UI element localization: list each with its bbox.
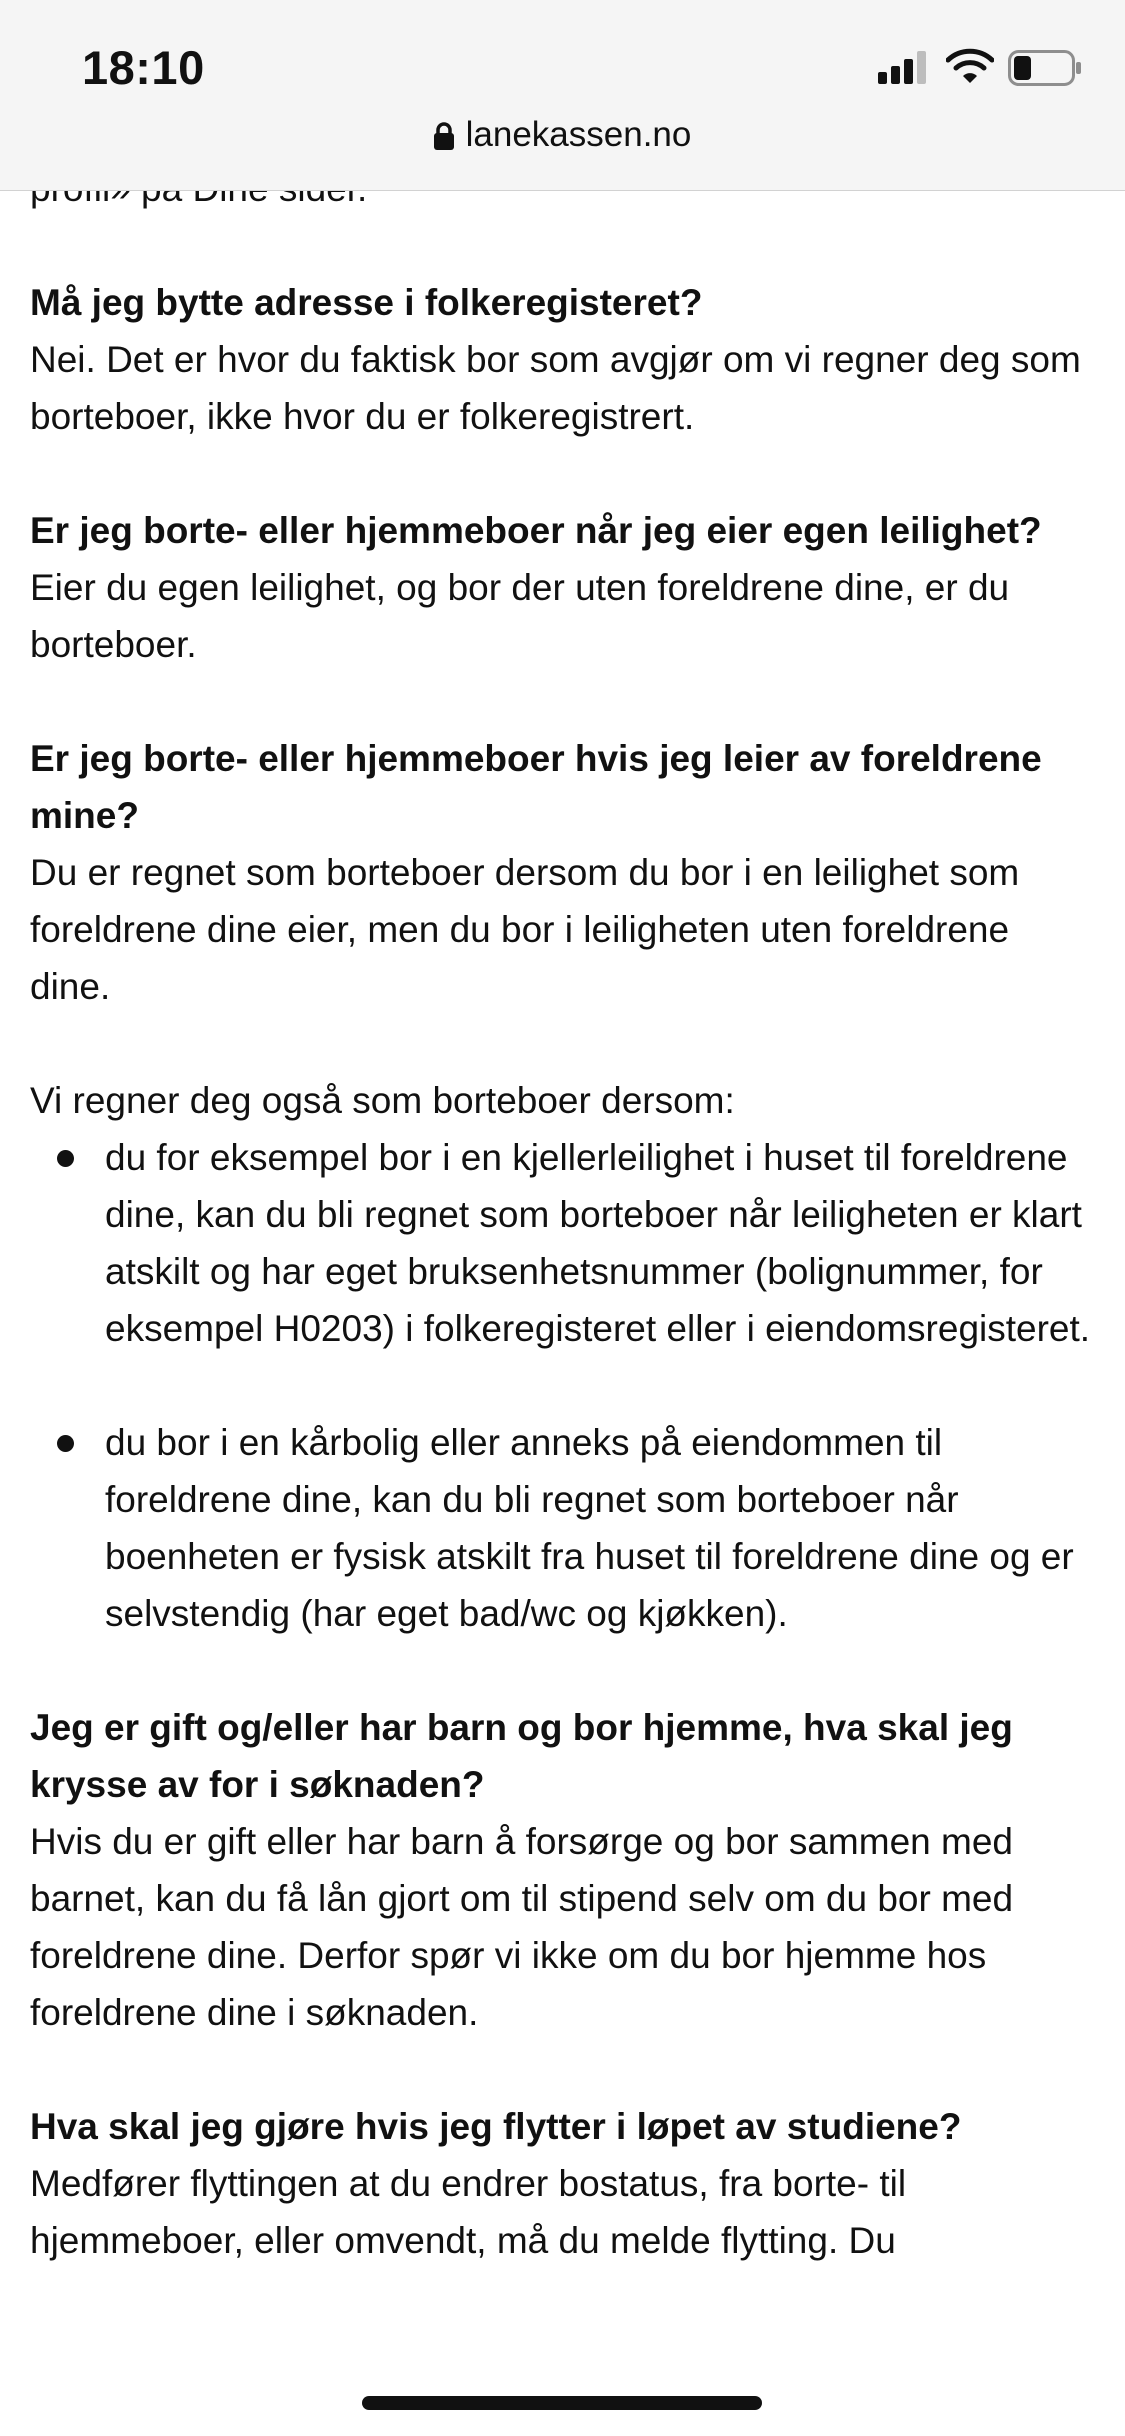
lock-icon [434,122,454,150]
faq-answer: Nei. Det er hvor du faktisk bor som avgjør om vi regner deg som borteboer, ikke hvor du er folkeregistrert. [30,339,1081,437]
cellular-signal-icon [878,50,930,84]
bullet-icon [57,1150,74,1167]
faq-question: Er jeg borte- eller hjemmeboer hvis jeg leier av foreldrene mine? [30,738,1042,836]
list-item [30,1129,1095,1357]
faq-answer: Eier du egen leilighet, og bor der uten foreldrene dine, er du borteboer. [30,567,1010,665]
bullet-icon [57,1435,74,1452]
article-content [30,160,1095,2269]
faq-answer: Medfører flyttingen at du endrer bostatus, fra borte- til hjemmeboer, eller omvendt, må du melde flytting. Du [30,2163,907,2261]
faq-answer: Du er regnet som borteboer dersom du bor i en leilighet som foreldrene dine eier, men du bor i leiligheten uten foreldrene dine. [30,852,1020,1007]
battery-icon [1008,50,1082,86]
faq-question: Hva skal jeg gjøre hvis jeg flytter i løpet av studiene? [30,2106,962,2147]
list-item-text: du bor i en kårbolig eller anneks på eiendommen til foreldrene dine, kan du bli regnet som borteboer når boenheten er fysisk atskilt fra huset til foreldrene dine og er selvstendig (har eget bad/wc og kjøkken). [105,1422,1074,1634]
wifi-icon [946,48,994,84]
faq-answer: Hvis du er gift eller har barn å forsørge og bor sammen med barnet, kan du få lån gjort om til stipend selv om du bor med foreldrene dine. Derfor spør vi ikke om du bor hjemme hos foreldrene dine i søknaden. [30,1821,1014,2033]
status-time: 18:10 [82,41,205,94]
list-spacer [30,1357,1095,1414]
list-item-text: du for eksempel bor i en kjellerleilighet i huset til foreldrene dine, kan du bli regnet som borteboer når leiligheten er klart atskilt og har eget bruksenhetsnummer (bolignummer, for eksempel H0203) i folkeregisteret eller i eiendomsregisteret. [105,1137,1091,1349]
url-text: lanekassen.no [465,115,692,154]
address-bar[interactable] [0,115,1125,155]
faq-question: Er jeg borte- eller hjemmeboer når jeg eier egen leilighet? [30,510,1042,551]
bullet-list [30,1129,1095,1642]
faq-question: Må jeg bytte adresse i folkeregisteret? [30,282,703,323]
home-indicator[interactable] [362,2396,762,2410]
list-item [30,1414,1095,1642]
faq-question: Jeg er gift og/eller har barn og bor hjemme, hva skal jeg krysse av for i søknaden? [30,1707,1013,1805]
paragraph: Vi regner deg også som borteboer dersom: [30,1080,735,1121]
status-and-address-bar [0,0,1125,191]
